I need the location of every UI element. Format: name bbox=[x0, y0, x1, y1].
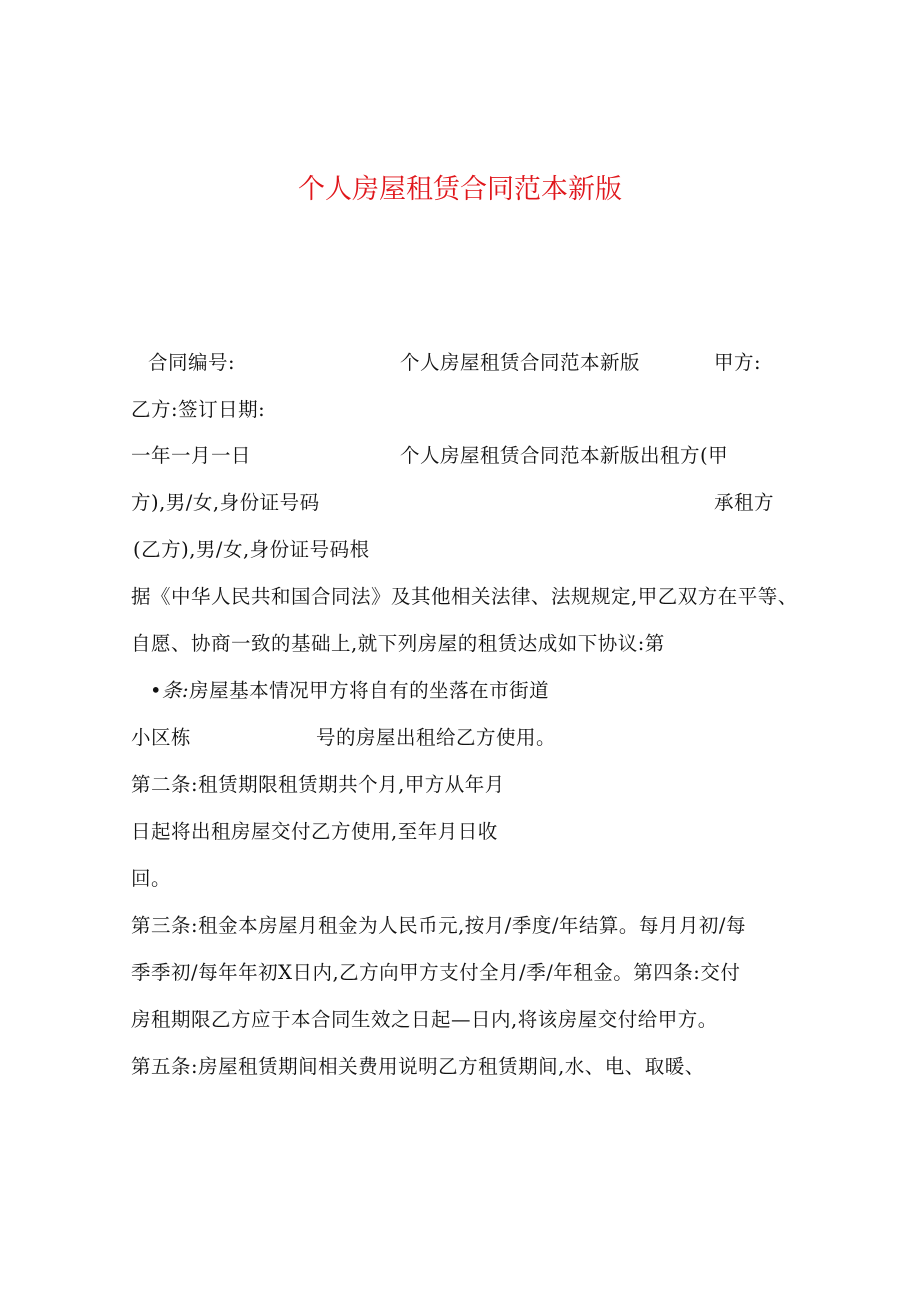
text-line: 个人房屋租赁合同范本新版出租方(甲 bbox=[400, 444, 729, 467]
text-line: (乙方),男/女,身份证号码根 bbox=[133, 538, 370, 561]
text-line: 第五条:房屋租赁期间相关费用说明乙方租赁期间,水、电、取暖、 bbox=[131, 1055, 705, 1078]
text-line bbox=[150, 677, 549, 705]
text-line: 方),男/女,身份证号码 bbox=[131, 491, 320, 514]
text-line: 号的房屋出租给乙方使用。 bbox=[316, 726, 557, 749]
contract-number-label: 合同编号: bbox=[148, 351, 236, 374]
contract-name: 个人房屋租赁合同范本新版 bbox=[400, 351, 641, 374]
text-line: 回。 bbox=[131, 867, 172, 890]
text-line: 日起将出租房屋交付乙方使用,至年月日收 bbox=[131, 820, 498, 843]
party-a-label: 甲方: bbox=[714, 351, 762, 374]
text-line: 据《中华人民共和国合同法》及其他相关法律、法规规定,甲乙双方在平等、 bbox=[131, 585, 798, 608]
text-line: 一年一月一日 bbox=[131, 444, 252, 467]
document-title: 个人房屋租赁合同范本新版 bbox=[298, 174, 622, 205]
text-line: 自愿、协商一致的基础上,就下列房屋的租赁达成如下协议:第 bbox=[131, 632, 665, 655]
text-line: 季季初/每年年初X日内,乙方向甲方支付全月/季/年租金。第四条:交付 bbox=[131, 961, 741, 984]
article-text: 房屋基本情况甲方将自有的坐落在市街道 bbox=[189, 679, 550, 702]
text-line: 房租期限乙方应于本合同生效之日起—日内,将该房屋交付给甲方。 bbox=[131, 1008, 718, 1031]
text-line: 乙方:签订日期: bbox=[131, 398, 266, 421]
article-marker: •条: bbox=[150, 679, 190, 702]
text-line: 第二条:租赁期限租赁期共个月,甲方从年月 bbox=[131, 773, 505, 796]
text-line: 第三条:租金本房屋月租金为人民币元,按月/季度/年结算。每月月初/每 bbox=[131, 914, 746, 937]
text-line: 承租方 bbox=[714, 491, 775, 514]
text-line: 小区栋 bbox=[131, 726, 192, 749]
